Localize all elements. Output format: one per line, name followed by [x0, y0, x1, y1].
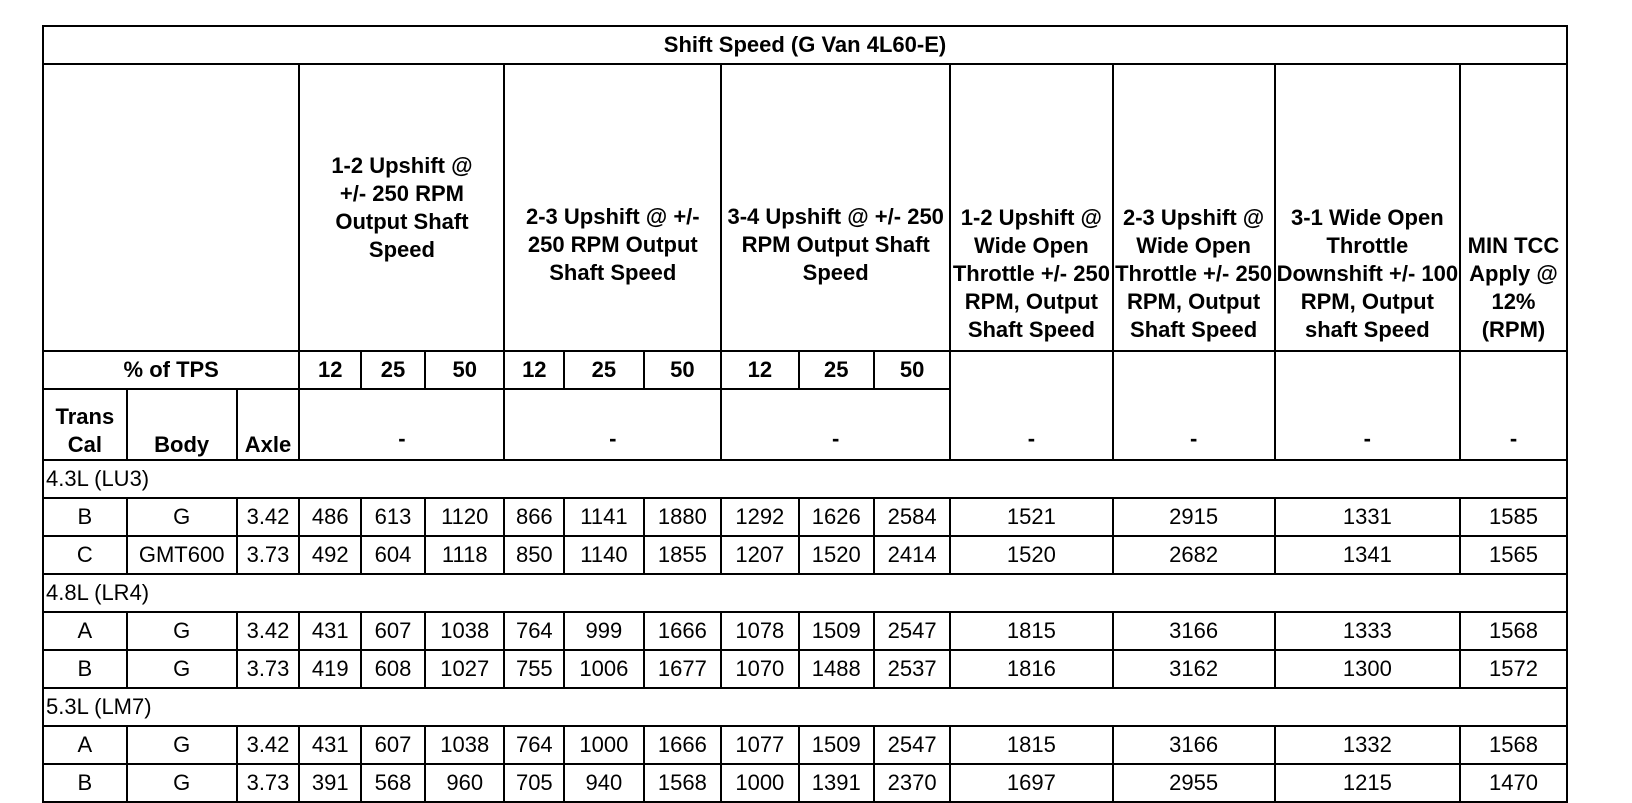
table-cell: 2370 [874, 764, 950, 802]
trans-cal-header: Trans Cal [43, 389, 127, 460]
table-cell: 1000 [564, 726, 644, 764]
dash-wot-1-2: - [950, 351, 1112, 460]
table-cell: 1006 [564, 650, 644, 688]
table-cell: 2547 [874, 726, 950, 764]
table-cell: 2955 [1113, 764, 1275, 802]
table-cell: 850 [504, 536, 564, 574]
table-cell: 1585 [1460, 498, 1567, 536]
table-cell: 3.73 [237, 536, 300, 574]
table-row [43, 536, 1567, 574]
engine-group-label: 4.3L (LU3) [43, 460, 1567, 498]
table-cell: 1572 [1460, 650, 1567, 688]
engine-group-row [43, 574, 1567, 612]
table-cell: A [43, 726, 127, 764]
table-cell: 1118 [425, 536, 505, 574]
table-cell: 1292 [721, 498, 798, 536]
table-cell: 1120 [425, 498, 505, 536]
header-blank [43, 64, 299, 351]
dash-3-4: - [721, 389, 950, 460]
table-cell: 1470 [1460, 764, 1567, 802]
table-cell: 3.73 [237, 764, 300, 802]
header-min-tcc: MIN TCC Apply @ 12% (RPM) [1460, 64, 1567, 351]
dash-downshift: - [1275, 351, 1460, 460]
table-cell: 1568 [1460, 726, 1567, 764]
table-cell: 1565 [1460, 536, 1567, 574]
tps-50: 50 [644, 351, 721, 389]
table-cell: G [127, 498, 237, 536]
table-cell: 1568 [1460, 612, 1567, 650]
tps-25: 25 [799, 351, 874, 389]
table-cell: 1331 [1275, 498, 1460, 536]
tps-12: 12 [504, 351, 564, 389]
table-cell: 2682 [1113, 536, 1275, 574]
engine-group-row [43, 460, 1567, 498]
table-cell: 1815 [950, 726, 1112, 764]
table-cell: 608 [361, 650, 425, 688]
table-row [43, 498, 1567, 536]
table-cell: 492 [299, 536, 361, 574]
table-cell: 1488 [799, 650, 874, 688]
table-cell: 391 [299, 764, 361, 802]
table-row [43, 612, 1567, 650]
table-cell: 940 [564, 764, 644, 802]
table-cell: 755 [504, 650, 564, 688]
dash-2-3: - [504, 389, 721, 460]
table-cell: B [43, 764, 127, 802]
tps-50: 50 [425, 351, 505, 389]
engine-group-row [43, 688, 1567, 726]
table-cell: 1215 [1275, 764, 1460, 802]
table-row [43, 726, 1567, 764]
tps-25: 25 [564, 351, 644, 389]
table-cell: 764 [504, 612, 564, 650]
table-cell: 568 [361, 764, 425, 802]
table-cell: 1626 [799, 498, 874, 536]
table-cell: 1880 [644, 498, 721, 536]
table-cell: 1520 [799, 536, 874, 574]
table-cell: 3.42 [237, 498, 300, 536]
table-cell: 2537 [874, 650, 950, 688]
engine-group-label: 4.8L (LR4) [43, 574, 1567, 612]
shift-speed-table [42, 25, 1568, 803]
table-body [43, 460, 1567, 802]
table-cell: 3166 [1113, 726, 1275, 764]
dash-wot-2-3: - [1113, 351, 1275, 460]
table-cell: 3.42 [237, 612, 300, 650]
dash-1-2: - [299, 389, 504, 460]
table-cell: 419 [299, 650, 361, 688]
table-cell: 1677 [644, 650, 721, 688]
tps-12: 12 [299, 351, 361, 389]
table-title: Shift Speed (G Van 4L60-E) [43, 26, 1567, 64]
table-cell: 705 [504, 764, 564, 802]
header-2-3-upshift: 2-3 Upshift @ +/- 250 RPM Output Shaft Speed [504, 64, 721, 351]
table-cell: B [43, 650, 127, 688]
table-cell: C [43, 536, 127, 574]
header-wot-2-3: 2-3 Upshift @ Wide Open Throttle +/- 250 RPM, Output Shaft Speed [1113, 64, 1275, 351]
tps-25: 25 [361, 351, 425, 389]
table-cell: G [127, 726, 237, 764]
table-cell: 1509 [799, 612, 874, 650]
table-cell: 1855 [644, 536, 721, 574]
table-cell: 3162 [1113, 650, 1275, 688]
table-cell: 431 [299, 612, 361, 650]
table-cell: 1332 [1275, 726, 1460, 764]
table-cell: 2584 [874, 498, 950, 536]
table-cell: 1520 [950, 536, 1112, 574]
tps-12: 12 [721, 351, 798, 389]
table-cell: 1816 [950, 650, 1112, 688]
table-cell: 3.73 [237, 650, 300, 688]
table-cell: 1027 [425, 650, 505, 688]
table-cell: 1300 [1275, 650, 1460, 688]
table-cell: G [127, 764, 237, 802]
header-1-2-upshift: 1-2 Upshift @ +/- 250 RPM Output Shaft Speed [299, 64, 504, 351]
table-cell: G [127, 612, 237, 650]
dash-tcc: - [1460, 351, 1567, 460]
tps-label: % of TPS [43, 351, 299, 389]
table-cell: G [127, 650, 237, 688]
table-cell: 607 [361, 726, 425, 764]
body-header: Body [127, 389, 237, 460]
table-cell: 604 [361, 536, 425, 574]
table-cell: 3166 [1113, 612, 1275, 650]
table-cell: 1207 [721, 536, 798, 574]
table-cell: 1568 [644, 764, 721, 802]
tps-50: 50 [874, 351, 950, 389]
table-cell: 2915 [1113, 498, 1275, 536]
table-cell: 486 [299, 498, 361, 536]
header-3-4-upshift: 3-4 Upshift @ +/- 250 RPM Output Shaft Speed [721, 64, 950, 351]
table-cell: 866 [504, 498, 564, 536]
table-cell: 764 [504, 726, 564, 764]
table-cell: 1815 [950, 612, 1112, 650]
table-cell: 960 [425, 764, 505, 802]
table-cell: 1070 [721, 650, 798, 688]
table-cell: A [43, 612, 127, 650]
table-cell: 607 [361, 612, 425, 650]
table-cell: 1077 [721, 726, 798, 764]
header-wot-1-2: 1-2 Upshift @ Wide Open Throttle +/- 250 RPM, Output Shaft Speed [950, 64, 1112, 351]
table-cell: 1333 [1275, 612, 1460, 650]
table-cell: 431 [299, 726, 361, 764]
table-cell: GMT600 [127, 536, 237, 574]
header-downshift-3-1: 3-1 Wide Open Throttle Downshift +/- 100 RPM, Output shaft Speed [1275, 64, 1460, 351]
table-cell: 1666 [644, 612, 721, 650]
table-cell: 999 [564, 612, 644, 650]
table-cell: 1521 [950, 498, 1112, 536]
table-cell: 613 [361, 498, 425, 536]
table-cell: 1391 [799, 764, 874, 802]
table-cell: 1140 [564, 536, 644, 574]
table-cell: 1000 [721, 764, 798, 802]
table-cell: 1509 [799, 726, 874, 764]
table-row [43, 764, 1567, 802]
table-cell: 1666 [644, 726, 721, 764]
table-cell: 3.42 [237, 726, 300, 764]
table-cell: 1078 [721, 612, 798, 650]
table-row [43, 650, 1567, 688]
table-cell: 1341 [1275, 536, 1460, 574]
engine-group-label: 5.3L (LM7) [43, 688, 1567, 726]
table-cell: 1697 [950, 764, 1112, 802]
table-cell: B [43, 498, 127, 536]
table-cell: 1038 [425, 612, 505, 650]
table-cell: 1038 [425, 726, 505, 764]
table-cell: 2414 [874, 536, 950, 574]
axle-header: Axle [237, 389, 300, 460]
table-cell: 1141 [564, 498, 644, 536]
table-cell: 2547 [874, 612, 950, 650]
